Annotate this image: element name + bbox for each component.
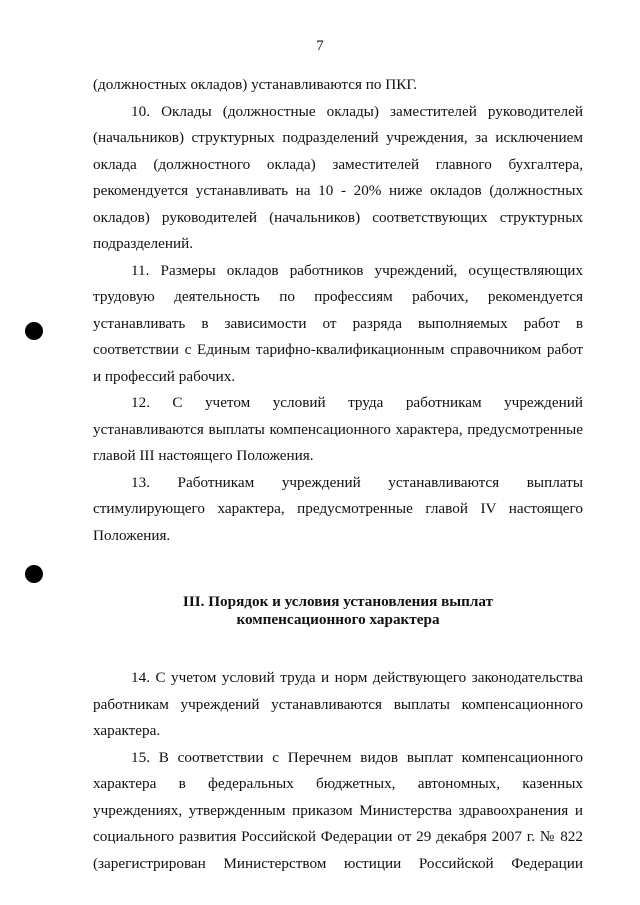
paragraph-12: 12. С учетом условий труда работникам учреждений устанавливаются выплаты компенсационного характера, предусмотренные главой III настоящего Положения.: [93, 394, 583, 464]
paragraph-15: 15. В соответствии с Перечнем видов выплат компенсационного характера в федеральных бюджетных, автономных, казенных учреждениях, утвержденным приказом Министерства здравоохранения и социального развития Российской Федерации от 29 декабря 2007 г. № 822 (зарегистрирован Министерством юстиции Российской Федерации: [93, 748, 583, 872]
section-heading: [93, 593, 583, 629]
paragraph-11: 11. Размеры окладов работников учреждений, осуществляющих трудовую деятельность по профессиям рабочих, рекомендуется устанавливать в зависимости от разряда выполняемых работ в соответствии с Единым тарифно-квалификационным справочником работ и профессий рабочих.: [93, 261, 583, 385]
page-number: 7: [316, 38, 324, 54]
punch-hole-lower: [25, 565, 43, 583]
paragraph-14: 14. С учетом условий труда и норм действующего законодательства работникам учреждений устанавливаются выплаты компенсационного характера.: [93, 669, 583, 739]
document-body: [93, 72, 583, 877]
paragraph-continuation: (должностных окладов) устанавливаются по ПКГ.: [93, 76, 418, 93]
punch-hole-upper: [25, 322, 43, 340]
section-heading-line-1: III. Порядок и условия установления выплат: [182, 593, 494, 610]
section-heading-line-2: компенсационного характера: [236, 611, 440, 628]
paragraph-13: 13. Работникам учреждений устанавливаются выплаты стимулирующего характера, предусмотренные главой IV настоящего Положения.: [93, 473, 583, 544]
paragraph-10: 10. Оклады (должностные оклады) заместителей руководителей (начальников) структурных подразделений учреждения, за исключением оклада (должностного оклада) заместителей главного бухгалтера, рекомендуется устанавливать на 10 - 20% ниже окладов (должностных окладов) руководителей (начальников) соответствующих структурных подразделений.: [93, 102, 583, 252]
